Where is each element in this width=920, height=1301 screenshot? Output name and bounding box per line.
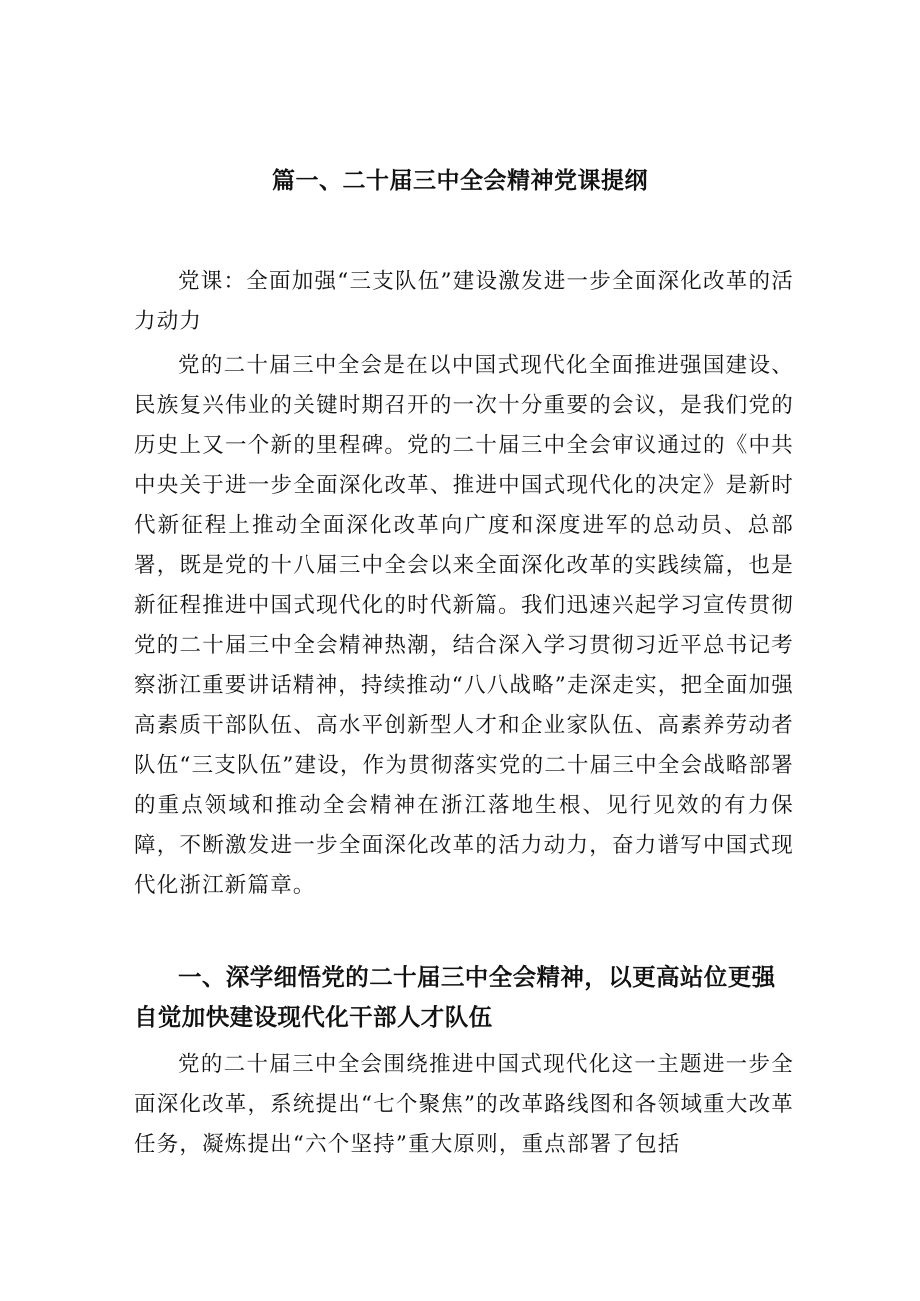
body-paragraph-1: 党的二十届三中全会是在以中国式现代化全面推进强国建设、民族复兴伟业的关键时期召开的一次十分重要的会议，是我们党的历史上又一个新的里程碑。党的二十届三中全会审议通过的《中共中央关于进一步全面深化改革、推进中国式现代化的决定》是新时代新征程上推动全面深化改革向广度和深度进军的总动员、总部署，既是党的十八届三中全会以来全面深化改革的实践续篇，也是新征程推进中国式现代化的时代新篇。我们迅速兴起学习宣传贯彻党的二十届三中全会精神热潮，结合深入学习贯彻习近平总书记考察浙江重要讲话精神，持续推动“八八战略”走深走实，把全面加强高素质干部队伍、高水平创新型人才和企业家队伍、高素养劳动者队伍“三支队伍”建设，作为贯彻落实党的二十届三中全会战略部署的重点领域和推动全会精神在浙江落地生根、见行见效的有力保障，不断激发进一步全面深化改革的活力动力，奋力谱写中国式现代化浙江新篇章。 [134, 353, 794, 898]
lecture-subtitle: 党课：全面加强“三支队伍”建设激发进一步全面深化改革的活力动力 [134, 269, 794, 334]
section-heading-1: 一、深学细悟党的二十届三中全会精神，以更高站位更强自觉加快建设现代化干部人才队伍 [134, 963, 776, 1031]
document-title: 篇一、二十届三中全会精神党课提纲 [272, 168, 648, 194]
body-paragraph-2: 党的二十届三中全会围绕推进中国式现代化这一主题进一步全面深化改革，系统提出“七个聚焦”的改革路线图和各领域重大改革任务，凝炼提出“六个坚持”重大原则，重点部署了包括 [134, 1052, 794, 1157]
